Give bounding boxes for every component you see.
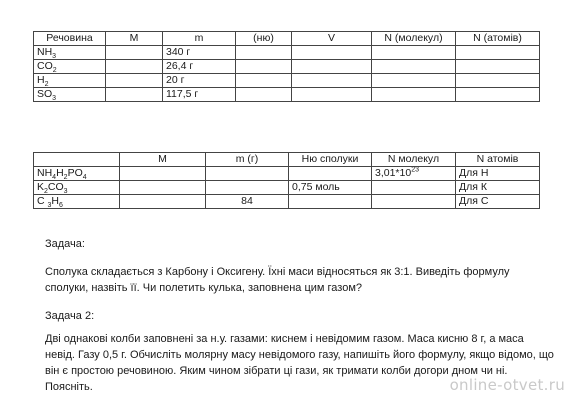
table-cell: [292, 74, 372, 88]
substance-formula: $SO_3$: [34, 88, 106, 102]
mass-cell: 26,4 г: [163, 60, 236, 74]
table-cell: [456, 88, 540, 102]
table-cell: [292, 46, 372, 60]
table-cell: [289, 167, 372, 181]
column-header: M: [106, 32, 163, 46]
substance-formula: $CO_2$: [34, 60, 106, 74]
table-row: [34, 181, 540, 195]
table-cell: [236, 46, 292, 60]
table-row: [34, 195, 540, 209]
table-row: [34, 74, 540, 88]
column-header: M: [120, 153, 206, 167]
column-header: N молекул: [372, 153, 456, 167]
table-cell: [236, 60, 292, 74]
table-cell: [456, 74, 540, 88]
table-cell: [372, 88, 456, 102]
substances-table: [33, 31, 540, 102]
task-2-text: Дві однакові колби заповнені за н.у. газами: киснем і невідомим газом. Маса кисню 8 г, а маса невід. Газу 0,5 г. Обчисліть молярну масу невідомого газу, напишіть його формулу, якщо відомо, що він є простою речовиною. Яким чином зібрати ці гази, як тримати колби догори дном чи ні. Поясніть.: [45, 333, 554, 393]
table-cell: [372, 60, 456, 74]
column-header: m (г): [206, 153, 289, 167]
table-cell: [106, 46, 163, 60]
compound-formula: C $_3H_6$: [34, 195, 120, 209]
table-cell: [372, 195, 456, 209]
table-row: [34, 167, 540, 181]
table-cell: [372, 181, 456, 195]
table-cell: [456, 60, 540, 74]
column-header: [34, 153, 120, 167]
table-cell: [120, 181, 206, 195]
column-header: N (молекул): [372, 32, 456, 46]
task-2-title: Задача 2:: [45, 310, 95, 322]
molecule-count-cell: $3,01*10^{23}$: [372, 167, 456, 181]
table-cell: [292, 88, 372, 102]
column-header: Речовина: [34, 32, 106, 46]
table-cell: [120, 167, 206, 181]
table-cell: [120, 195, 206, 209]
column-header: Ню сполуки: [289, 153, 372, 167]
atoms-cell: Для С: [456, 195, 540, 209]
atoms-cell: Для К: [456, 181, 540, 195]
substance-formula: $H_2$: [34, 74, 106, 88]
table-row: [34, 88, 540, 102]
watermark: online-otvet.ru: [449, 376, 565, 394]
substance-formula: $NH_3$: [34, 46, 106, 60]
atoms-cell: Для Н: [456, 167, 540, 181]
mass-cell: 340 г: [163, 46, 236, 60]
task-1-text: Сполука складається з Карбону і Оксигену. Їхні маси відносяться як 3:1. Виведіть формулу сполуки, назвіть її. Чи полетить кулька, заповнена цим газом?: [45, 266, 510, 294]
table-cell: [372, 46, 456, 60]
table-header-row: [34, 153, 540, 167]
table-row: [34, 46, 540, 60]
mass-cell: 20 г: [163, 74, 236, 88]
table-cell: [456, 46, 540, 60]
task-1-title: Задача:: [45, 238, 85, 250]
amount-cell: 0,75 моль: [289, 181, 372, 195]
compound-formula: $K_2CO_3$: [34, 181, 120, 195]
mass-cell: 117,5 г: [163, 88, 236, 102]
table-cell: [206, 167, 289, 181]
table-cell: [106, 88, 163, 102]
compounds-table: [33, 152, 540, 209]
table-cell: [292, 60, 372, 74]
table-cell: [289, 195, 372, 209]
table-cell: [206, 181, 289, 195]
column-header: V: [292, 32, 372, 46]
column-header: N (атомів): [456, 32, 540, 46]
column-header: (ню): [236, 32, 292, 46]
column-header: m: [163, 32, 236, 46]
table-row: [34, 60, 540, 74]
table-cell: [106, 60, 163, 74]
table-cell: [372, 74, 456, 88]
table-cell: [236, 88, 292, 102]
table-cell: [106, 74, 163, 88]
mass-cell: 84: [206, 195, 289, 209]
column-header: N атомів: [456, 153, 540, 167]
table-header-row: [34, 32, 540, 46]
table-cell: [236, 74, 292, 88]
compound-formula: $NH_4H_2PO_4$: [34, 167, 120, 181]
